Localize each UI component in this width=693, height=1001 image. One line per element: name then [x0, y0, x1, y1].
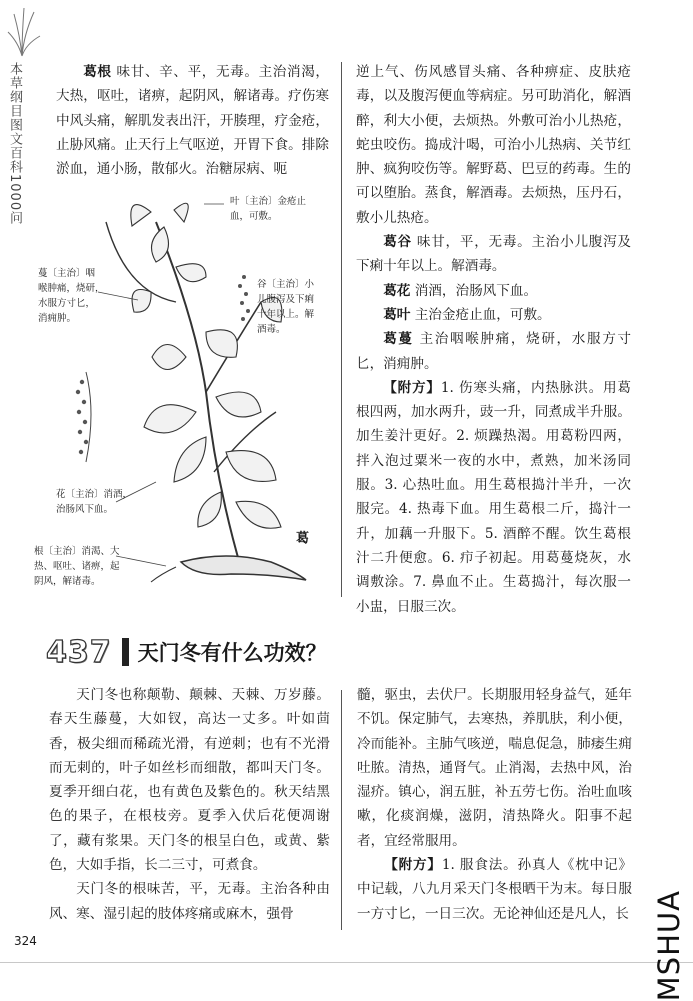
label-grain: 谷〔主治〕小 儿腹泻及下痢 十年以上。解 酒毒。: [257, 279, 315, 335]
top-left-column: [56, 60, 329, 181]
tianmendong-prescription-paragraph: 【附方】1. 服食法。孙真人《枕中记》中记载，八九月采天门冬根晒干为末。每日服一方寸匕，一日三次。无论神仙还是凡人，长: [357, 857, 633, 922]
book-vertical-title: 本草纲目图文百科1000问: [7, 62, 22, 226]
bottom-column-divider: [341, 690, 342, 930]
label-flower: 花〔主治〕消酒， 治肠风下血。: [56, 489, 133, 515]
section-heading: [46, 632, 327, 672]
bottom-right-column: [357, 683, 632, 926]
section-number: 437: [46, 634, 112, 670]
tianmendong-description: 天门冬也称颠勒、颠棘、天棘、万岁藤。春天生藤蔓，大如钗，高达一丈多。叶如茴香，极尖细而稀疏光滑，有逆刺；也有不光滑而无刺的，叶子如丝杉而细散，都叫天门冬。夏季开细白花，也有黄色及紫色的。秋天结黑色的果子，在根枝旁。夏季入伏后花便凋谢了，藏有浆果。天门冬的根呈白色，或黄、紫色，大如手指，长二三寸，可煮食。: [49, 687, 330, 874]
bottom-left-column: [49, 683, 330, 926]
heading-bar: [122, 638, 129, 666]
label-root: 根〔主治〕消渴、大 热、呕吐、诸痹，起 阴风，解诸毒。: [34, 546, 120, 587]
tianmendong-root-paragraph: 天门冬的根味苦，平，无毒。主治各种由风、寒、湿引起的肢体疼痛或麻木，强骨: [49, 881, 330, 922]
watermark: MSHUA: [652, 890, 686, 1001]
gegen-continued-paragraph: 逆上气、伤风感冒头痛、各种痹症、皮肤疮毒，以及腹泻便血等病症。另可助消化，解酒醉，利大小便，去烦热。外敷可治小儿热疮，蛇虫咬伤。捣成汁喝，可治小儿热病、关节红肿、疯狗咬伤等。解野葛、巴豆的药毒。生的可以堕胎。蒸食，解酒毒。去烦热，压丹石，敷小儿热疮。: [356, 64, 631, 226]
plant-name-label: 葛: [296, 531, 310, 546]
page-number: 324: [14, 934, 37, 948]
geye-paragraph: 葛叶 主治金疮止血，可敷。: [383, 306, 551, 323]
footer-rule: [0, 962, 693, 963]
label-leaf: 叶〔主治〕金疮止 血，可敷。: [230, 196, 307, 222]
label-vine: 蔓〔主治〕咽 喉肿痛，烧研， 水服方寸匕， 消痈肿。: [38, 268, 105, 324]
gehua-paragraph: 葛花 消酒，治肠风下血。: [383, 282, 538, 299]
gegen-paragraph: 葛根 味甘、辛、平，无毒。主治消渴，大热，呕吐，诸痹，起阴风，解诸毒。疗伤寒中风头痛，解肌发表出汗，开腠理，疗金疮，止胁风痛。止天行上气呕逆，开胃下食。排除淤血，通小肠，散郁火。治糖尿病、呃: [56, 64, 330, 178]
prescription-paragraph: 【附方】1. 伤寒头痛，内热脉洪。用葛根四两，加水两升，豉一升，同煮成半升服。加生姜汁更好。2. 烦躁热渴。用葛粉四两，拌入泡过粟米一夜的水中，煮熟，加米汤同服。3. 心热吐血。用生葛根捣汁半升，一次服完。4. 热毒下血。用生葛根二斤，捣汁一升，加藕一升服下。5. 酒醉不醒。饮生葛根汁二升便愈。6. 疖子初起。用葛蔓烧灰，水调敷涂。7. 鼻血不止。生葛捣汁，每次服一小盅，日服三次。: [356, 379, 632, 615]
column-divider: [341, 62, 342, 597]
gegu-paragraph: 葛谷 味甘，平，无毒。主治小儿腹泻及下痢十年以上。解酒毒。: [356, 234, 632, 275]
top-right-column: [356, 60, 631, 619]
tianmendong-effects-paragraph: 髓，驱虫，去伏尸。长期服用轻身益气，延年不饥。保定肺气，去寒热，养肌肤，利小便，冷而能补。主肺气咳逆，喘息促急，肺痿生痈吐脓。清热，通肾气。止消渴，去热中风，治湿疥。镇心，润五脏，补五劳七伤。治吐血咳嗽，化痰润燥，滋阴，清热降火。阳事不起者，宜经常服用。: [357, 687, 632, 849]
section-title: 天门冬有什么功效？: [137, 641, 327, 665]
corner-grass-sketch: [4, 6, 44, 58]
geman-paragraph: 葛蔓 主治咽喉肿痛，烧研，水服方寸匕，消痈肿。: [356, 331, 632, 372]
